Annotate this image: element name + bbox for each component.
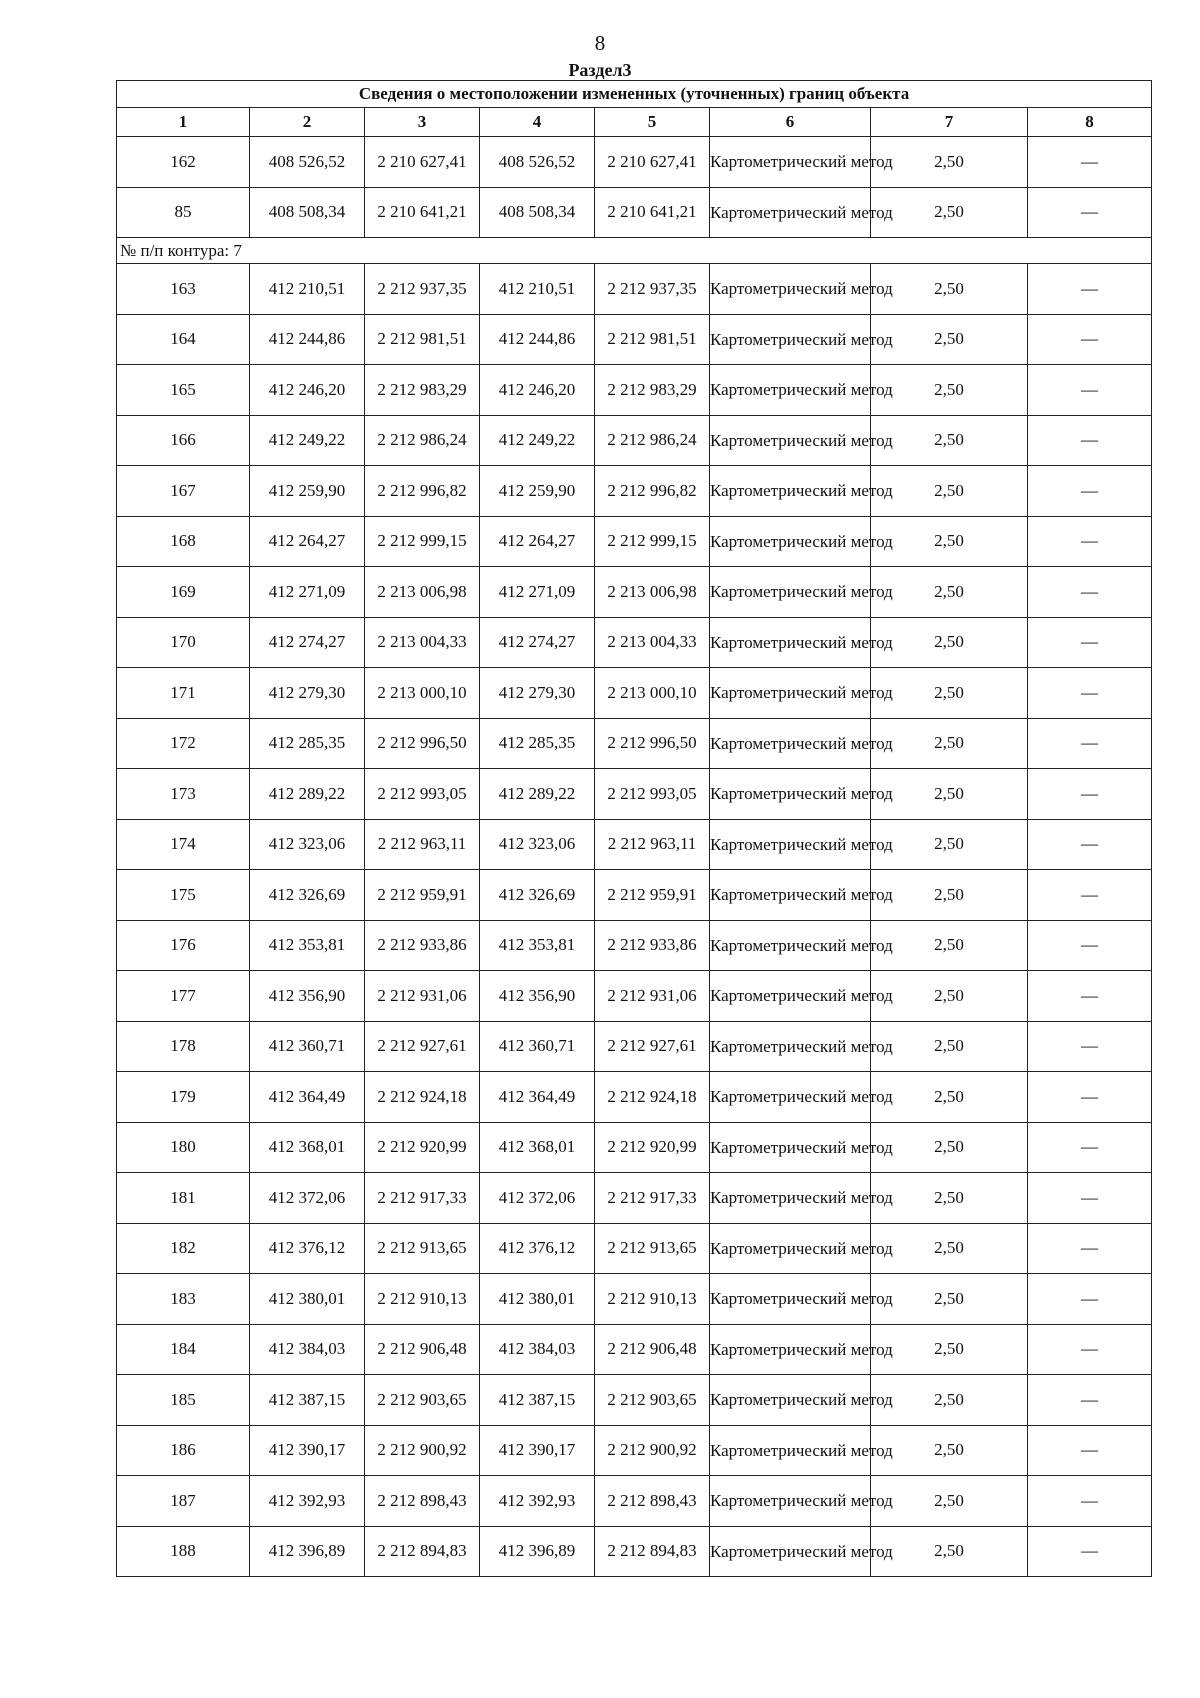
precision-cell: 2,50	[871, 1223, 1028, 1274]
boundary-table	[116, 80, 1152, 1577]
y-existing-cell: 2 212 900,92	[365, 1425, 480, 1476]
x-existing-cell: 412 396,89	[250, 1526, 365, 1577]
table-row	[117, 617, 1152, 668]
x-refined-cell: 412 271,09	[480, 567, 595, 618]
method-cell: Картометрический метод	[710, 415, 871, 466]
method-cell: Картометрический метод	[710, 1526, 871, 1577]
x-existing-cell: 412 289,22	[250, 769, 365, 820]
table-row	[117, 516, 1152, 567]
x-refined-cell: 412 210,51	[480, 264, 595, 315]
y-existing-cell: 2 212 933,86	[365, 920, 480, 971]
y-refined-cell: 2 212 993,05	[595, 769, 710, 820]
table-row	[117, 870, 1152, 921]
method-cell: Картометрический метод	[710, 1476, 871, 1527]
precision-cell: 2,50	[871, 264, 1028, 315]
x-existing-cell: 412 368,01	[250, 1122, 365, 1173]
precision-cell: 2,50	[871, 1072, 1028, 1123]
x-refined-cell: 412 364,49	[480, 1072, 595, 1123]
table-row	[117, 1274, 1152, 1325]
precision-cell: 2,50	[871, 668, 1028, 719]
description-cell: —	[1028, 466, 1152, 517]
table-row	[117, 1173, 1152, 1224]
x-refined-cell: 412 392,93	[480, 1476, 595, 1527]
point-number-cell: 182	[117, 1223, 250, 1274]
method-cell: Картометрический метод	[710, 264, 871, 315]
point-number-cell: 164	[117, 314, 250, 365]
point-number-cell: 172	[117, 718, 250, 769]
y-refined-cell: 2 212 981,51	[595, 314, 710, 365]
y-refined-cell: 2 213 000,10	[595, 668, 710, 719]
y-existing-cell: 2 212 894,83	[365, 1526, 480, 1577]
x-existing-cell: 408 508,34	[250, 187, 365, 238]
y-refined-cell: 2 212 996,82	[595, 466, 710, 517]
precision-cell: 2,50	[871, 466, 1028, 517]
y-existing-cell: 2 212 924,18	[365, 1072, 480, 1123]
description-cell: —	[1028, 1425, 1152, 1476]
y-refined-cell: 2 212 917,33	[595, 1173, 710, 1224]
table-row	[117, 1021, 1152, 1072]
precision-cell: 2,50	[871, 971, 1028, 1022]
point-number-cell: 185	[117, 1375, 250, 1426]
y-existing-cell: 2 212 927,61	[365, 1021, 480, 1072]
x-refined-cell: 412 264,27	[480, 516, 595, 567]
y-refined-cell: 2 212 900,92	[595, 1425, 710, 1476]
y-refined-cell: 2 212 963,11	[595, 819, 710, 870]
method-cell: Картометрический метод	[710, 1072, 871, 1123]
point-number-cell: 165	[117, 365, 250, 416]
point-number-cell: 171	[117, 668, 250, 719]
y-refined-cell: 2 212 920,99	[595, 1122, 710, 1173]
y-refined-cell: 2 212 910,13	[595, 1274, 710, 1325]
x-existing-cell: 412 279,30	[250, 668, 365, 719]
table-row	[117, 1425, 1152, 1476]
method-cell: Картометрический метод	[710, 1173, 871, 1224]
point-number-cell: 181	[117, 1173, 250, 1224]
x-existing-cell: 412 353,81	[250, 920, 365, 971]
y-refined-cell: 2 210 627,41	[595, 137, 710, 188]
point-number-cell: 167	[117, 466, 250, 517]
description-cell: —	[1028, 365, 1152, 416]
x-refined-cell: 412 274,27	[480, 617, 595, 668]
method-cell: Картометрический метод	[710, 971, 871, 1022]
column-header-8: 8	[1028, 108, 1152, 137]
y-existing-cell: 2 212 903,65	[365, 1375, 480, 1426]
description-cell: —	[1028, 1526, 1152, 1577]
x-existing-cell: 412 356,90	[250, 971, 365, 1022]
x-refined-cell: 412 259,90	[480, 466, 595, 517]
precision-cell: 2,50	[871, 920, 1028, 971]
x-existing-cell: 412 244,86	[250, 314, 365, 365]
precision-cell: 2,50	[871, 819, 1028, 870]
precision-cell: 2,50	[871, 137, 1028, 188]
y-existing-cell: 2 212 931,06	[365, 971, 480, 1022]
method-cell: Картометрический метод	[710, 137, 871, 188]
y-existing-cell: 2 212 910,13	[365, 1274, 480, 1325]
description-cell: —	[1028, 516, 1152, 567]
x-existing-cell: 412 392,93	[250, 1476, 365, 1527]
table-row	[117, 769, 1152, 820]
description-cell: —	[1028, 1072, 1152, 1123]
x-refined-cell: 412 279,30	[480, 668, 595, 719]
table-row	[117, 264, 1152, 315]
x-refined-cell: 412 380,01	[480, 1274, 595, 1325]
method-cell: Картометрический метод	[710, 1324, 871, 1375]
method-cell: Картометрический метод	[710, 365, 871, 416]
y-refined-cell: 2 213 004,33	[595, 617, 710, 668]
table-row	[117, 1072, 1152, 1123]
description-cell: —	[1028, 314, 1152, 365]
precision-cell: 2,50	[871, 516, 1028, 567]
precision-cell: 2,50	[871, 1274, 1028, 1325]
x-refined-cell: 408 526,52	[480, 137, 595, 188]
method-cell: Картометрический метод	[710, 718, 871, 769]
table-row	[117, 415, 1152, 466]
description-cell: —	[1028, 1274, 1152, 1325]
method-cell: Картометрический метод	[710, 1122, 871, 1173]
precision-cell: 2,50	[871, 1122, 1028, 1173]
point-number-cell: 162	[117, 137, 250, 188]
point-number-cell: 178	[117, 1021, 250, 1072]
y-existing-cell: 2 212 996,82	[365, 466, 480, 517]
description-cell: —	[1028, 1375, 1152, 1426]
x-existing-cell: 412 376,12	[250, 1223, 365, 1274]
precision-cell: 2,50	[871, 1021, 1028, 1072]
page-number: 8	[594, 31, 606, 55]
description-cell: —	[1028, 617, 1152, 668]
x-existing-cell: 412 274,27	[250, 617, 365, 668]
y-refined-cell: 2 212 933,86	[595, 920, 710, 971]
y-existing-cell: 2 212 999,15	[365, 516, 480, 567]
description-cell: —	[1028, 920, 1152, 971]
y-refined-cell: 2 212 927,61	[595, 1021, 710, 1072]
contour-label: № п/п контура: 7	[117, 238, 1152, 264]
x-refined-cell: 412 376,12	[480, 1223, 595, 1274]
y-existing-cell: 2 212 963,11	[365, 819, 480, 870]
x-existing-cell: 412 264,27	[250, 516, 365, 567]
description-cell: —	[1028, 415, 1152, 466]
y-refined-cell: 2 212 999,15	[595, 516, 710, 567]
x-refined-cell: 412 360,71	[480, 1021, 595, 1072]
method-cell: Картометрический метод	[710, 617, 871, 668]
x-refined-cell: 412 384,03	[480, 1324, 595, 1375]
table-row	[117, 1223, 1152, 1274]
method-cell: Картометрический метод	[710, 466, 871, 517]
precision-cell: 2,50	[871, 870, 1028, 921]
point-number-cell: 180	[117, 1122, 250, 1173]
x-existing-cell: 412 210,51	[250, 264, 365, 315]
method-cell: Картометрический метод	[710, 314, 871, 365]
point-number-cell: 177	[117, 971, 250, 1022]
y-refined-cell: 2 212 903,65	[595, 1375, 710, 1426]
description-cell: —	[1028, 668, 1152, 719]
y-existing-cell: 2 212 986,24	[365, 415, 480, 466]
point-number-cell: 163	[117, 264, 250, 315]
description-cell: —	[1028, 264, 1152, 315]
x-existing-cell: 408 526,52	[250, 137, 365, 188]
y-existing-cell: 2 212 981,51	[365, 314, 480, 365]
y-refined-cell: 2 212 906,48	[595, 1324, 710, 1375]
precision-cell: 2,50	[871, 567, 1028, 618]
method-cell: Картометрический метод	[710, 1021, 871, 1072]
x-existing-cell: 412 285,35	[250, 718, 365, 769]
precision-cell: 2,50	[871, 1324, 1028, 1375]
x-refined-cell: 412 396,89	[480, 1526, 595, 1577]
column-header-3: 3	[365, 108, 480, 137]
description-cell: —	[1028, 1476, 1152, 1527]
method-cell: Картометрический метод	[710, 819, 871, 870]
method-cell: Картометрический метод	[710, 1274, 871, 1325]
description-cell: —	[1028, 567, 1152, 618]
x-existing-cell: 412 271,09	[250, 567, 365, 618]
y-refined-cell: 2 212 931,06	[595, 971, 710, 1022]
point-number-cell: 186	[117, 1425, 250, 1476]
x-refined-cell: 412 249,22	[480, 415, 595, 466]
column-header-7: 7	[871, 108, 1028, 137]
table-row	[117, 466, 1152, 517]
x-refined-cell: 412 387,15	[480, 1375, 595, 1426]
y-existing-cell: 2 212 917,33	[365, 1173, 480, 1224]
method-cell: Картометрический метод	[710, 1223, 871, 1274]
table-row	[117, 971, 1152, 1022]
table-row	[117, 819, 1152, 870]
description-cell: —	[1028, 1324, 1152, 1375]
point-number-cell: 187	[117, 1476, 250, 1527]
point-number-cell: 169	[117, 567, 250, 618]
table-row	[117, 314, 1152, 365]
x-refined-cell: 412 323,06	[480, 819, 595, 870]
precision-cell: 2,50	[871, 415, 1028, 466]
description-cell: —	[1028, 819, 1152, 870]
table-row	[117, 668, 1152, 719]
point-number-cell: 175	[117, 870, 250, 921]
y-refined-cell: 2 212 894,83	[595, 1526, 710, 1577]
description-cell: —	[1028, 1223, 1152, 1274]
contour-row	[117, 238, 1152, 264]
x-existing-cell: 412 384,03	[250, 1324, 365, 1375]
table-row	[117, 920, 1152, 971]
method-cell: Картометрический метод	[710, 1425, 871, 1476]
y-refined-cell: 2 212 959,91	[595, 870, 710, 921]
y-existing-cell: 2 212 913,65	[365, 1223, 480, 1274]
x-existing-cell: 412 380,01	[250, 1274, 365, 1325]
x-refined-cell: 412 353,81	[480, 920, 595, 971]
method-cell: Картометрический метод	[710, 516, 871, 567]
table-caption: Сведения о местоположении измененных (уточненных) границ объекта	[117, 81, 1152, 108]
x-existing-cell: 412 360,71	[250, 1021, 365, 1072]
point-number-cell: 179	[117, 1072, 250, 1123]
y-refined-cell: 2 212 986,24	[595, 415, 710, 466]
table-row	[117, 1526, 1152, 1577]
method-cell: Картометрический метод	[710, 870, 871, 921]
point-number-cell: 183	[117, 1274, 250, 1325]
column-header-2: 2	[250, 108, 365, 137]
x-existing-cell: 412 387,15	[250, 1375, 365, 1426]
table-row	[117, 1122, 1152, 1173]
x-existing-cell: 412 249,22	[250, 415, 365, 466]
y-existing-cell: 2 212 920,99	[365, 1122, 480, 1173]
precision-cell: 2,50	[871, 1526, 1028, 1577]
x-refined-cell: 412 356,90	[480, 971, 595, 1022]
y-refined-cell: 2 212 937,35	[595, 264, 710, 315]
y-refined-cell: 2 210 641,21	[595, 187, 710, 238]
x-refined-cell: 412 246,20	[480, 365, 595, 416]
precision-cell: 2,50	[871, 718, 1028, 769]
description-cell: —	[1028, 1122, 1152, 1173]
x-existing-cell: 412 326,69	[250, 870, 365, 921]
y-existing-cell: 2 212 959,91	[365, 870, 480, 921]
table-row	[117, 187, 1152, 238]
table-row	[117, 567, 1152, 618]
column-header-5: 5	[595, 108, 710, 137]
description-cell: —	[1028, 187, 1152, 238]
y-existing-cell: 2 212 937,35	[365, 264, 480, 315]
precision-cell: 2,50	[871, 1425, 1028, 1476]
x-refined-cell: 412 372,06	[480, 1173, 595, 1224]
description-cell: —	[1028, 718, 1152, 769]
y-existing-cell: 2 212 898,43	[365, 1476, 480, 1527]
x-refined-cell: 412 244,86	[480, 314, 595, 365]
table-row	[117, 365, 1152, 416]
x-existing-cell: 412 323,06	[250, 819, 365, 870]
description-cell: —	[1028, 971, 1152, 1022]
precision-cell: 2,50	[871, 365, 1028, 416]
table-row	[117, 1476, 1152, 1527]
column-header-6: 6	[710, 108, 871, 137]
table-row	[117, 137, 1152, 188]
y-existing-cell: 2 213 004,33	[365, 617, 480, 668]
method-cell: Картометрический метод	[710, 769, 871, 820]
column-header-1: 1	[117, 108, 250, 137]
x-existing-cell: 412 372,06	[250, 1173, 365, 1224]
point-number-cell: 173	[117, 769, 250, 820]
x-refined-cell: 412 285,35	[480, 718, 595, 769]
description-cell: —	[1028, 137, 1152, 188]
y-refined-cell: 2 212 898,43	[595, 1476, 710, 1527]
y-refined-cell: 2 212 983,29	[595, 365, 710, 416]
method-cell: Картометрический метод	[710, 668, 871, 719]
x-existing-cell: 412 246,20	[250, 365, 365, 416]
x-refined-cell: 412 326,69	[480, 870, 595, 921]
y-existing-cell: 2 210 641,21	[365, 187, 480, 238]
precision-cell: 2,50	[871, 769, 1028, 820]
header-row	[117, 108, 1152, 137]
description-cell: —	[1028, 769, 1152, 820]
y-existing-cell: 2 210 627,41	[365, 137, 480, 188]
point-number-cell: 184	[117, 1324, 250, 1375]
precision-cell: 2,50	[871, 1476, 1028, 1527]
point-number-cell: 170	[117, 617, 250, 668]
y-existing-cell: 2 212 983,29	[365, 365, 480, 416]
precision-cell: 2,50	[871, 314, 1028, 365]
x-existing-cell: 412 364,49	[250, 1072, 365, 1123]
precision-cell: 2,50	[871, 617, 1028, 668]
table-row	[117, 1375, 1152, 1426]
x-refined-cell: 412 368,01	[480, 1122, 595, 1173]
y-existing-cell: 2 212 993,05	[365, 769, 480, 820]
x-existing-cell: 412 259,90	[250, 466, 365, 517]
x-refined-cell: 412 390,17	[480, 1425, 595, 1476]
point-number-cell: 166	[117, 415, 250, 466]
y-refined-cell: 2 213 006,98	[595, 567, 710, 618]
precision-cell: 2,50	[871, 1173, 1028, 1224]
method-cell: Картометрический метод	[710, 920, 871, 971]
y-refined-cell: 2 212 913,65	[595, 1223, 710, 1274]
y-refined-cell: 2 212 924,18	[595, 1072, 710, 1123]
table-row	[117, 1324, 1152, 1375]
point-number-cell: 168	[117, 516, 250, 567]
description-cell: —	[1028, 1173, 1152, 1224]
method-cell: Картометрический метод	[710, 1375, 871, 1426]
y-existing-cell: 2 213 006,98	[365, 567, 480, 618]
table-row	[117, 718, 1152, 769]
x-refined-cell: 408 508,34	[480, 187, 595, 238]
point-number-cell: 176	[117, 920, 250, 971]
y-existing-cell: 2 213 000,10	[365, 668, 480, 719]
description-cell: —	[1028, 870, 1152, 921]
method-cell: Картометрический метод	[710, 187, 871, 238]
x-refined-cell: 412 289,22	[480, 769, 595, 820]
y-refined-cell: 2 212 996,50	[595, 718, 710, 769]
section-title: Раздел3	[568, 60, 632, 80]
y-existing-cell: 2 212 906,48	[365, 1324, 480, 1375]
point-number-cell: 85	[117, 187, 250, 238]
x-existing-cell: 412 390,17	[250, 1425, 365, 1476]
method-cell: Картометрический метод	[710, 567, 871, 618]
point-number-cell: 174	[117, 819, 250, 870]
y-existing-cell: 2 212 996,50	[365, 718, 480, 769]
precision-cell: 2,50	[871, 1375, 1028, 1426]
precision-cell: 2,50	[871, 187, 1028, 238]
point-number-cell: 188	[117, 1526, 250, 1577]
column-header-4: 4	[480, 108, 595, 137]
description-cell: —	[1028, 1021, 1152, 1072]
